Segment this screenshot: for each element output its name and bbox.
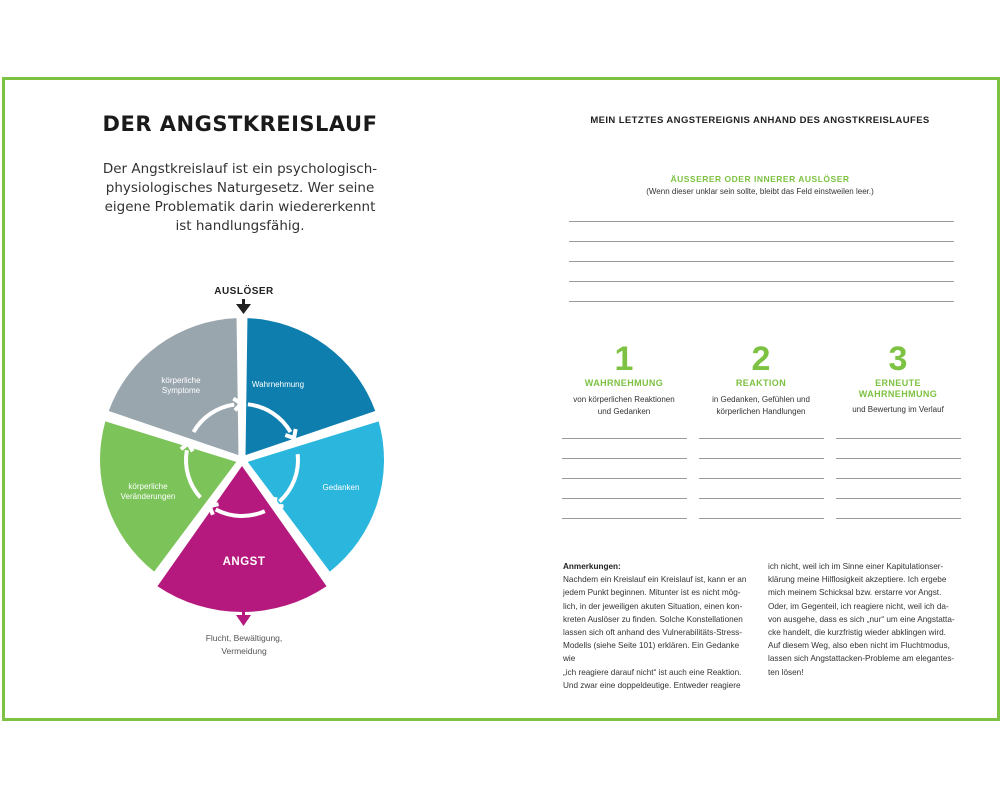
step1-write-line[interactable] [562, 438, 687, 439]
segment-label-wahrnehmung: Wahrnehmung [251, 380, 305, 389]
trigger-arrow-icon [236, 299, 251, 314]
segment-label-veraenderungen: körperliche Veränderungen [120, 482, 176, 501]
notes-column-1: Anmerkungen: Nachdem ein Kreislauf ein Kreislauf ist, kann er an jedem Punkt beginnen. Mitunter ist es nicht mög- lich, in der jeweiligen akuten Situation, einen kon- kreten Auslöser zu finden. Solche Konstellationen lassen sich oft anhand des Vulnerabilitäts-Stress- Modells (siehe Seite 101) erklären. Ein Gedanke wie „ich reagiere darauf nicht“ ist auch eine Reaktion. Und zwar eine doppeldeutige. Entweder reagiere [563, 560, 753, 692]
worksheet-title: MEIN LETZTES ANGSTEREIGNIS ANHAND DES ANGSTKREISLAUFES [590, 115, 930, 126]
step3-write-line[interactable] [836, 478, 961, 479]
step2-write-line[interactable] [699, 478, 824, 479]
segment-label-symptome: körperliche Symptome [161, 376, 201, 395]
trigger-section-hint: (Wenn dieser unklar sein sollte, bleibt das Feld einstweilen leer.) [646, 187, 874, 196]
trigger-section-heading: ÄUSSERER ODER INNERER AUSLÖSER [670, 174, 850, 184]
step3-write-line[interactable] [836, 518, 961, 519]
outcome-arrow-icon [236, 610, 251, 626]
step-heading-2: REAKTION [735, 378, 787, 388]
page-title: DER ANGSTKREISLAUF [102, 112, 378, 136]
step-description-2: in Gedanken, Gefühlen und körperlichen Handlungen [712, 395, 810, 416]
segment-label-angst: ANGST [222, 556, 266, 568]
step1-write-line[interactable] [562, 458, 687, 459]
notes-column-2: ich nicht, weil ich im Sinne einer Kapitulationser- klärung meine Hilflosigkeit akzeptiere. Ich ergebe mich meinem Schicksal bzw. erstarre vor Angst. Oder, im Gegenteil, ich reagiere nicht, weil ich da- von ausgehe, dass es sich „nur“ um eine Angstatta- cke handelt, die kurzfristig wieder abklingen wird. Auf diesem Weg, also eben nicht im Fluchtmodus, lassen sich Angstattacken-Probleme am elegantes- ten lösen! [768, 562, 955, 677]
step2-write-line[interactable] [699, 498, 824, 499]
segment-label-gedanken: Gedanken [322, 483, 360, 492]
trigger-write-line[interactable] [569, 221, 954, 222]
step-number-1: 1 [614, 340, 634, 378]
step-description-3: und Bewertung im Verlauf [852, 405, 944, 414]
step-heading-3: ERNEUTE WAHRNEHMUNG [858, 378, 938, 399]
step1-write-line[interactable] [562, 518, 687, 519]
notes-heading: Anmerkungen: [563, 562, 621, 571]
step-heading-1: WAHRNEHMUNG [584, 378, 664, 388]
step3-write-line[interactable] [836, 438, 961, 439]
step1-write-line[interactable] [562, 498, 687, 499]
trigger-write-line[interactable] [569, 241, 954, 242]
step1-write-line[interactable] [562, 478, 687, 479]
step2-write-line[interactable] [699, 518, 824, 519]
step2-write-line[interactable] [699, 458, 824, 459]
trigger-label: AUSLÖSER [214, 286, 274, 297]
step3-write-line[interactable] [836, 458, 961, 459]
step-description-1: von körperlichen Reaktionen und Gedanken [573, 395, 675, 416]
step-number-3: 3 [888, 340, 908, 378]
trigger-write-line[interactable] [569, 281, 954, 282]
anxiety-cycle-diagram [0, 0, 480, 720]
intro-text: Der Angstkreislauf ist ein psychologisch- physiologisches Naturgesetz. Wer seine eigene Problematik darin wiedererkennt ist handlungsfähig. [102, 161, 378, 234]
outcome-text: Flucht, Bewältigung, Vermeidung [205, 633, 283, 656]
trigger-write-line[interactable] [569, 301, 954, 302]
step-number-2: 2 [751, 340, 771, 378]
step2-write-line[interactable] [699, 438, 824, 439]
step3-write-line[interactable] [836, 498, 961, 499]
trigger-write-line[interactable] [569, 261, 954, 262]
